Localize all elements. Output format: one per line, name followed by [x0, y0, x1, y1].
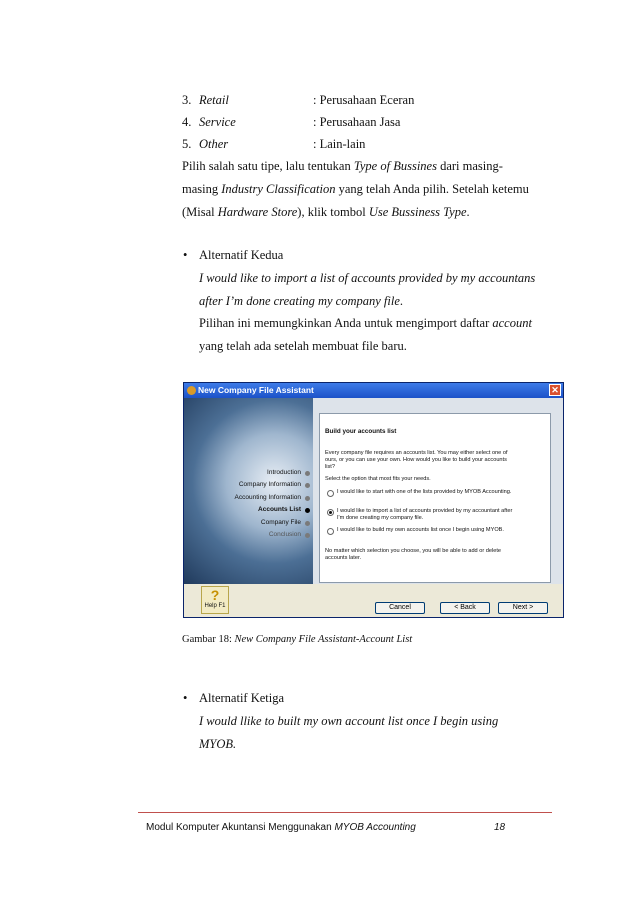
type-other-meaning: : Lain-lain [313, 137, 366, 151]
card-note-line1: No matter which selection you choose, you will be able to add or delete [325, 548, 501, 554]
footer-divider [138, 812, 552, 813]
new-company-file-dialog [183, 382, 564, 618]
nav-company-information: Company Information [238, 481, 301, 488]
type-retail-meaning: : Perusahaan Eceran [313, 93, 415, 107]
alt3-heading: Alternatif Ketiga [199, 691, 285, 705]
alt2-quote-line2: after I’m done creating my company file. [199, 294, 403, 308]
wizard-side-panel [184, 398, 313, 584]
card-intro-line2: ours, or you can use your own. How would you like to build your accounts [325, 457, 507, 463]
nav-accounts-list: Accounts List [258, 506, 301, 513]
help-button[interactable] [201, 586, 229, 614]
list-num-4: 4. [182, 115, 192, 129]
alt2-heading: Alternatif Kedua [199, 248, 284, 262]
nav-dot-icon [305, 496, 310, 501]
nav-dot-icon [305, 471, 310, 476]
para1-line3: (Misal Hardware Store), klik tombol Use Bussiness Type. [182, 205, 470, 219]
type-other: Other [199, 137, 229, 151]
list-num-3: 3. [182, 93, 192, 107]
bullet: • [183, 691, 188, 705]
card-heading: Build your accounts list [325, 428, 397, 435]
next-button[interactable]: Next > [498, 602, 548, 614]
back-button[interactable]: < Back [440, 602, 490, 614]
list-num-5: 5. [182, 137, 192, 151]
radio-option-2[interactable] [327, 509, 334, 516]
card-note-line2: accounts later. [325, 555, 362, 561]
alt2-desc-line2: yang telah ada setelah membuat file baru. [199, 339, 407, 353]
option-2-label-line1: I would like to import a list of accounts provided by my accountant after [337, 508, 513, 514]
option-1-label: I would like to start with one of the lists provided by MYOB Accounting. [337, 489, 512, 495]
type-service-meaning: : Perusahaan Jasa [313, 115, 401, 129]
figure-caption: Gambar 18: New Company File Assistant-Account List [182, 634, 413, 645]
para1-line2: masing Industry Classification yang telah Anda pilih. Setelah ketemu [182, 182, 529, 196]
nav-conclusion: Conclusion [268, 531, 301, 538]
footer-text: Modul Komputer Akuntansi Menggunakan MYOB Accounting [146, 822, 416, 833]
para1-line1: Pilih salah satu tipe, lalu tentukan Type of Bussines dari masing- [182, 159, 503, 173]
nav-dot-icon [305, 521, 310, 526]
radio-option-1[interactable] [327, 490, 334, 497]
dialog-titlebar [184, 383, 563, 398]
nav-dot-icon [305, 483, 310, 488]
cancel-button[interactable]: Cancel [375, 602, 425, 614]
type-retail: Retail [199, 93, 229, 107]
bullet: • [183, 248, 188, 262]
nav-introduction: Introduction [267, 469, 301, 476]
radio-option-3[interactable] [327, 528, 334, 535]
alt2-desc-line1: Pilihan ini memungkinkan Anda untuk mengimport daftar account [199, 316, 532, 330]
nav-accounting-information: Accounting Information [234, 494, 301, 501]
nav-company-file: Company File [260, 519, 301, 526]
close-icon[interactable]: ✕ [549, 384, 561, 396]
card-select-text: Select the option that most fits your needs. [325, 476, 431, 482]
card-intro-line3: list? [325, 464, 335, 470]
option-3-label: I would like to build my own accounts list once I begin using MYOB. [337, 527, 504, 533]
app-icon [187, 386, 196, 395]
type-service: Service [199, 115, 236, 129]
option-2-label-line2: I'm done creating my company file. [337, 515, 424, 521]
dialog-title: New Company File Assistant [198, 385, 314, 395]
help-icon: ? [210, 587, 220, 603]
nav-dot-active-icon [305, 508, 310, 513]
alt3-quote-line1: I would llike to built my own account list once I begin using [199, 714, 499, 728]
nav-dot-icon [305, 533, 310, 538]
alt2-quote-line1: I would like to import a list of accounts provided by my accountans [199, 271, 536, 285]
wizard-card [319, 413, 551, 583]
alt3-quote-line2: MYOB. [199, 737, 237, 751]
page-number: 18 [494, 822, 506, 833]
help-label: Help F1 [204, 603, 226, 609]
card-intro-line1: Every company file requires an accounts list. You may either select one of [325, 450, 508, 456]
